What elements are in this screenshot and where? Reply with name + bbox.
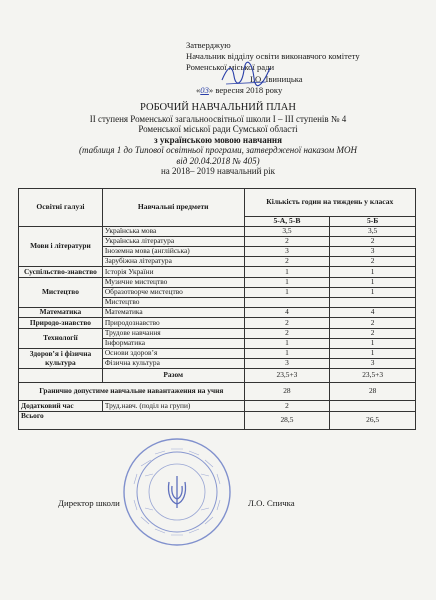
subject-cell: Образотворче мистецтво: [102, 288, 244, 298]
hours-5b: 1: [330, 278, 416, 288]
grand-total-label: Всього: [19, 412, 245, 430]
hours-5b: 2: [330, 329, 416, 339]
hours-5av: 2: [244, 237, 330, 247]
official-stamp: [121, 436, 233, 548]
hours-5av: [244, 298, 330, 308]
approval-line-2: Начальник відділу освіти виконавчого комітету: [186, 51, 360, 62]
hours-5av: 2: [244, 257, 330, 267]
hours-5av: 1: [244, 288, 330, 298]
hours-5b: 2: [330, 257, 416, 267]
title-council-line: Роменської міської ради Сумської області: [138, 124, 298, 135]
approval-date-day: 03: [200, 84, 209, 95]
area-cell: Мови і літератури: [19, 227, 103, 267]
hours-5av: 1: [244, 339, 330, 349]
extra-time-subject: Труд.навч. (поділ на групи): [102, 401, 244, 412]
hours-5b: 2: [330, 318, 416, 329]
max-load-label: Гранично допустиме навчальне навантаження на учня: [19, 383, 245, 401]
total-label: Разом: [102, 369, 244, 383]
approval-date-rest: вересня 2018 року: [215, 84, 283, 95]
subject-cell: Природознавство: [102, 318, 244, 329]
subject-cell: Мистецтво: [102, 298, 244, 308]
director-title: Директор школи: [58, 498, 120, 508]
grand-total-5b: 26,5: [330, 412, 416, 430]
title-school-line: ІІ ступеня Роменської загальноосвітньої школи І – ІІІ ступенів № 4: [89, 114, 347, 124]
table-row: [19, 267, 416, 278]
subject-cell: Українська література: [102, 237, 244, 247]
extra-time-label: Додатковий час: [19, 401, 103, 412]
subject-cell: Музичне мистецтво: [102, 278, 244, 288]
document-title-block: [0, 102, 436, 176]
total-row: [19, 369, 416, 383]
grand-total-row: [19, 412, 416, 430]
hours-5av: 3: [244, 359, 330, 369]
document-title: РОБОЧИЙ НАВЧАЛЬНИЙ ПЛАН: [140, 102, 296, 113]
hours-5av: 1: [244, 267, 330, 278]
header-subject: Навчальні предмети: [102, 189, 244, 227]
signature-scribble: [218, 60, 274, 88]
area-cell: Мистецтво: [19, 278, 103, 308]
table-row: [19, 349, 416, 359]
hours-5b: 1: [330, 288, 416, 298]
hours-5av: 3,5: [244, 227, 330, 237]
hours-5av: 4: [244, 308, 330, 318]
subject-cell: Математика: [102, 308, 244, 318]
table-row: [19, 318, 416, 329]
hours-5av: 2: [244, 318, 330, 329]
header-class-5b: 5-Б: [330, 217, 416, 227]
table-row: [19, 329, 416, 339]
hours-5b: 2: [330, 237, 416, 247]
subject-cell: Зарубіжна література: [102, 257, 244, 267]
hours-5b: 4: [330, 308, 416, 318]
table-row: [19, 308, 416, 318]
area-cell: Суспільство-знавство: [19, 267, 103, 278]
table-row: [19, 278, 416, 288]
subject-cell: Основи здоров’я: [102, 349, 244, 359]
max-load-row: [19, 383, 416, 401]
hours-5b: 1: [330, 339, 416, 349]
max-load-5b: 28: [330, 383, 416, 401]
subject-cell: Фізична культура: [102, 359, 244, 369]
header-hours: Кількість годин на тиждень у класах: [244, 189, 415, 217]
extra-time-5av: 2: [244, 401, 330, 412]
area-cell: Здоров’я і фізична культура: [19, 349, 103, 369]
title-year-line: на 2018– 2019 навчальний рік: [160, 166, 276, 177]
subject-cell: Іноземна мова (англійська): [102, 247, 244, 257]
hours-5b: 1: [330, 349, 416, 359]
extra-time-row: [19, 401, 416, 412]
grand-total-5av: 28,5: [244, 412, 330, 430]
approval-date: «03» вересня 2018 року: [196, 84, 283, 95]
title-reference-line: (таблиця 1 до Типової освітньої програми, затвердженої наказом МОН: [79, 145, 357, 156]
hours-5b: 3,5: [330, 227, 416, 237]
total-5b: 23,5+3: [330, 369, 416, 383]
hours-5b: [330, 298, 416, 308]
area-cell: Математика: [19, 308, 103, 318]
total-empty-cell: [19, 369, 103, 383]
title-reference-date: від 20.04.2018 № 405): [176, 155, 260, 166]
total-5av: 23,5+3: [244, 369, 330, 383]
table-row: [19, 227, 416, 237]
hours-5av: 1: [244, 349, 330, 359]
hours-5b: 3: [330, 359, 416, 369]
approval-line-1: Затверджую: [186, 40, 231, 50]
subject-cell: Українська мова: [102, 227, 244, 237]
hours-5av: 3: [244, 247, 330, 257]
approval-line-3: Роменської міської ради: [186, 62, 275, 73]
subject-cell: Трудове навчання: [102, 329, 244, 339]
area-cell: Технології: [19, 329, 103, 349]
curriculum-table: [18, 188, 416, 430]
header-area: Освітні галузі: [19, 189, 103, 227]
extra-time-5b: [330, 401, 416, 412]
subject-cell: Інформатика: [102, 339, 244, 349]
header-class-5av: 5-А, 5-В: [244, 217, 330, 227]
title-language-line: з українською мовою навчання: [154, 134, 282, 145]
hours-5av: 2: [244, 329, 330, 339]
max-load-5av: 28: [244, 383, 330, 401]
approval-signatory: І.О. Івиницька: [250, 73, 303, 84]
area-cell: Природо-знавство: [19, 318, 103, 329]
table-header-row: [19, 189, 416, 217]
hours-5av: 1: [244, 278, 330, 288]
hours-5b: 3: [330, 247, 416, 257]
subject-cell: Історія України: [102, 267, 244, 278]
hours-5b: 1: [330, 267, 416, 278]
director-name: Л.О. Спичка: [248, 498, 295, 508]
